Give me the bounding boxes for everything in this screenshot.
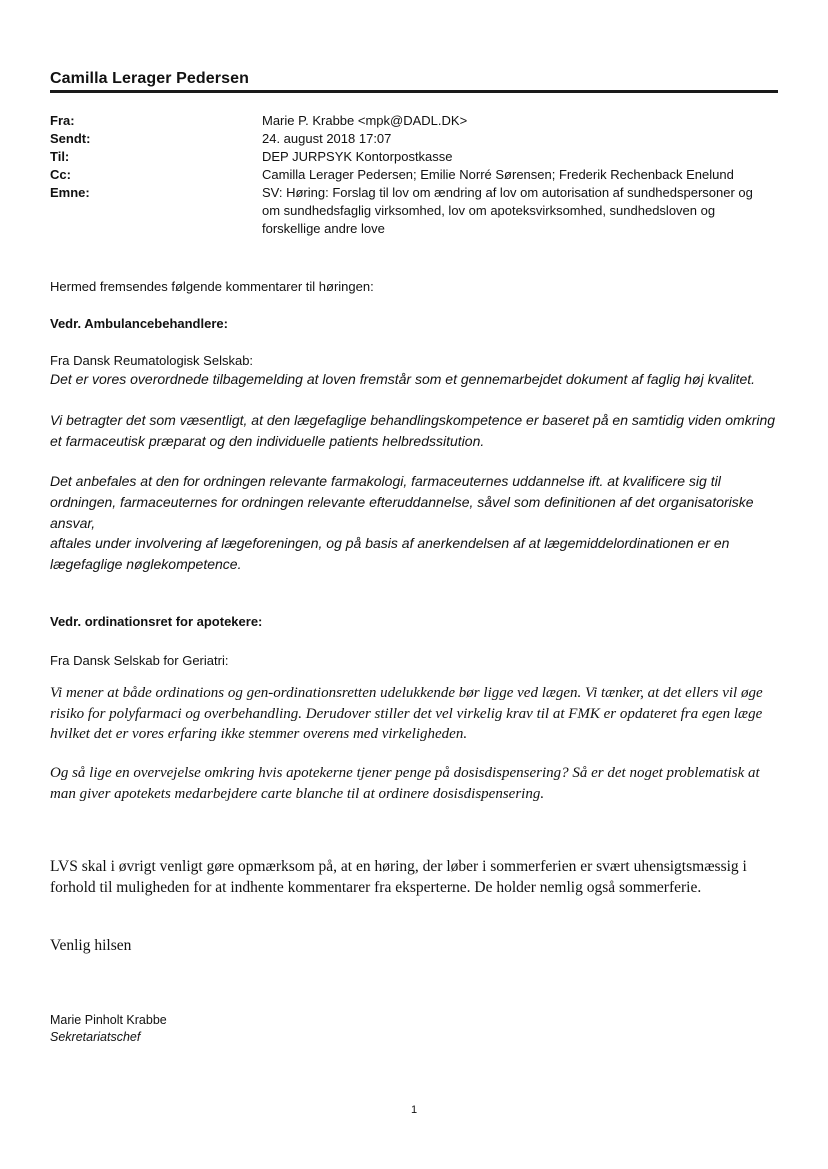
- signature-title: Sekretariatschef: [50, 1030, 141, 1044]
- header-from-label: Fra:: [50, 113, 75, 128]
- header-cc-value: Camilla Lerager Pedersen; Emilie Norré Sørensen; Frederik Rechenback Enelund: [262, 167, 734, 182]
- section2-source: Fra Dansk Selskab for Geriatri:: [50, 653, 229, 668]
- signature-name: Marie Pinholt Krabbe: [50, 1013, 167, 1027]
- header-cc-label: Cc:: [50, 167, 71, 182]
- greeting: Venlig hilsen: [50, 937, 132, 954]
- section1-paragraph-3: Det anbefales at den for ordningen relevante farmakologi, farmaceuternes uddannelse ift. at kvalificere sig til ordningen, farmaceuternes for ordningen relevante efteruddannelse, såvel som definitionen af det organisatoriske ansvar,: [50, 473, 754, 531]
- section2-paragraph-2: Og så lige en overvejelse omkring hvis apotekerne tjener penge på dosisdispensering? Så er det noget problematisk at man giver apotekets medarbejdere carte blanche til at ordinere dosisdispensering.: [50, 765, 760, 802]
- header-from-value: Marie P. Krabbe <mpk@DADL.DK>: [262, 113, 468, 128]
- closing-note: LVS skal i øvrigt venligt gøre opmærksom på, at en høring, der løber i sommerferien er svært uhensigtsmæssig i forhold til muligheden for at indhente kommentarer fra eksperterne. De holder nemlig også sommerferie.: [50, 858, 747, 896]
- intro-text: Hermed fremsendes følgende kommentarer til høringen:: [50, 279, 374, 294]
- email-owner-name: Camilla Lerager Pedersen: [50, 70, 249, 87]
- page-number: 1: [410, 1104, 418, 1116]
- section2-heading: Vedr. ordinationsret for apotekere:: [50, 614, 263, 629]
- header-to-label: Til:: [50, 149, 70, 164]
- section1-source: Fra Dansk Reumatologisk Selskab:: [50, 353, 254, 368]
- section1-heading: Vedr. Ambulancebehandlere:: [50, 316, 228, 331]
- header-subject-label: Emne:: [50, 185, 90, 200]
- section2-paragraph-1: Vi mener at både ordinations og gen-ordinationsretten udelukkende bør ligge ved lægen. Vi tænker, at det ellers vil øge risiko for polyfarmaci og overbehandling. Derudover stiller det vel virkelig krav til at FMK er opdateret fra egen læge hvilket det er vores erfaring ikke stemmer overens med virkeligheden.: [50, 685, 763, 742]
- header-sent-value: 24. august 2018 17:07: [262, 131, 392, 146]
- section1-paragraph-2: Vi betragter det som væsentligt, at den lægefaglige behandlingskompetence er baseret på en samtidig viden omkring et farmaceutisk præparat og den individuelle patients helbredssitution.: [50, 412, 776, 449]
- section1-paragraph-4: aftales under involvering af lægeforeningen, og på basis af anerkendelsen af at lægemiddelordinationen er en lægefaglige nøglekompetence.: [50, 535, 730, 572]
- header-subject-value: SV: Høring: Forslag til lov om ændring af lov om autorisation af sundhedspersoner og om sundhedsfaglig virksomhed, lov om apoteksvirksomhed, sundhedsloven og forskellige andre love: [262, 185, 753, 236]
- header-sent-label: Sendt:: [50, 131, 91, 146]
- header-rule: [50, 90, 778, 93]
- header-to-value: DEP JURPSYK Kontorpostkasse: [262, 149, 453, 164]
- section1-paragraph-1: Det er vores overordnede tilbagemelding at loven fremstår som et gennemarbejdet dokument af faglig høj kvalitet.: [50, 371, 756, 387]
